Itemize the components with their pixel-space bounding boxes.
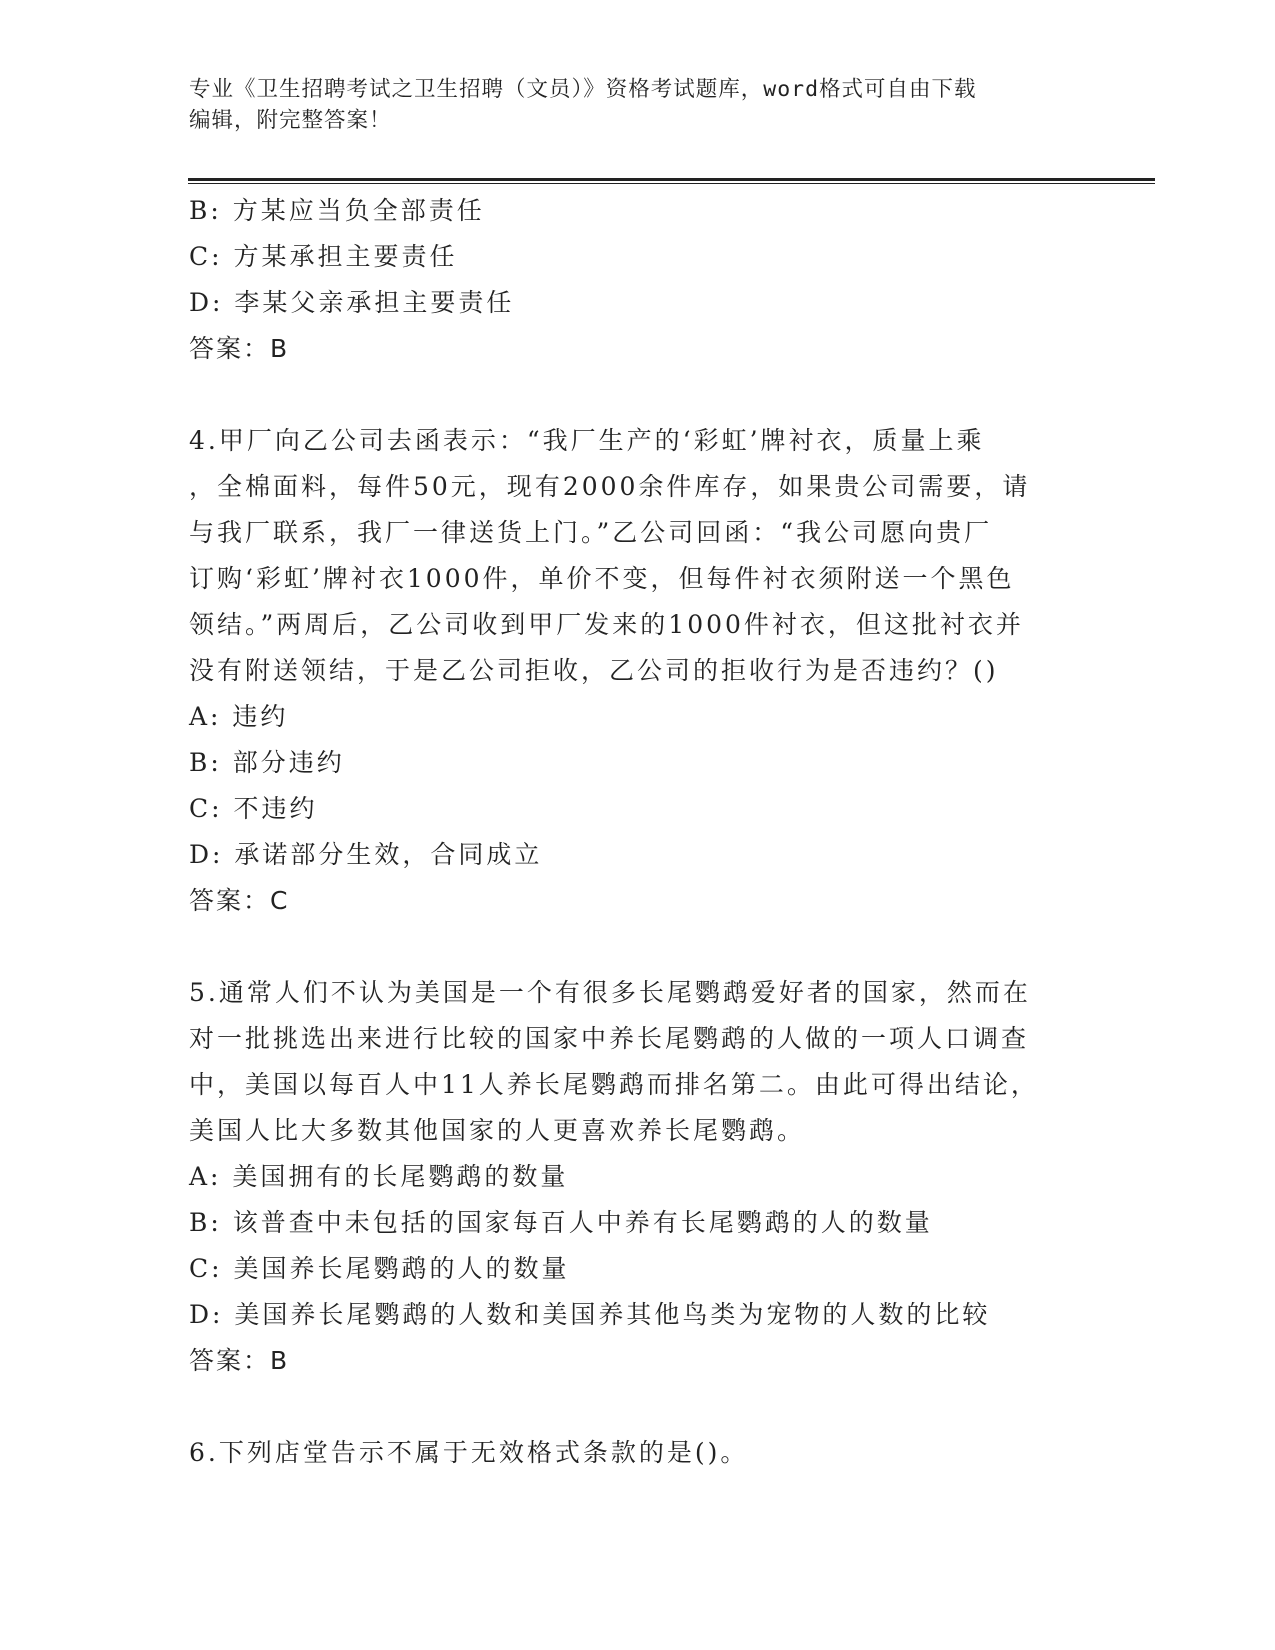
question-text-line: 没有附送领结，于是乙公司拒收，乙公司的拒收行为是否违约？() [189,656,999,685]
option-d: D: 李某父亲承担主要责任 [189,288,515,317]
option-a: A: 美国拥有的长尾鹦鹉的数量 [189,1162,569,1191]
question-text-line: ，全棉面料，每件50元，现有2000余件库存，如果贵公司需要，请 [189,472,1031,501]
option-c: C: 不违约 [189,794,318,823]
option-b: B: 方某应当负全部责任 [189,196,485,225]
answer-line: 答案：B [189,334,290,363]
header-divider-thin [188,183,1155,184]
question-4-block [189,418,1089,924]
question-5-block [189,970,1089,1384]
spacer [189,924,1089,970]
header-line-2: 编辑，附完整答案！ [189,108,392,133]
header-line-1: 专业《卫生招聘考试之卫生招聘（文员）》资格考试题库，word格式可自由下载 [189,77,977,102]
question-6-block [189,1430,1089,1476]
question-text-line: 4.甲厂向乙公司去函表示：“我厂生产的‘彩虹’牌衬衣，质量上乘 [189,426,985,455]
option-d: D: 承诺部分生效，合同成立 [189,840,543,869]
option-b: B: 该普查中未包括的国家每百人中养有长尾鹦鹉的人的数量 [189,1208,933,1237]
spacer [189,1384,1089,1430]
document-header [189,74,1089,136]
question-content [189,188,1089,1476]
header-divider-thick [188,178,1155,181]
question-text-line: 美国人比大多数其他国家的人更喜欢养长尾鹦鹉。 [189,1116,806,1145]
question-text-line: 6.下列店堂告示不属于无效格式条款的是()。 [189,1438,749,1467]
option-a: A: 违约 [189,702,289,731]
answer-line: 答案：C [189,886,290,915]
question-text-line: 领结。”两周后，乙公司收到甲厂发来的1000件衬衣，但这批衬衣并 [189,610,1024,639]
question-text-line: 对一批挑选出来进行比较的国家中养长尾鹦鹉的人做的一项人口调查 [189,1024,1030,1053]
option-d: D: 美国养长尾鹦鹉的人数和美国养其他鸟类为宠物的人数的比较 [189,1300,991,1329]
question-3-block [189,188,1089,372]
option-c: C: 方某承担主要责任 [189,242,458,271]
question-text-line: 订购‘彩虹’牌衬衣1000件，单价不变，但每件衬衣须附送一个黑色 [189,564,1015,593]
question-text-line: 5.通常人们不认为美国是一个有很多长尾鹦鹉爱好者的国家，然而在 [189,978,1031,1007]
spacer [189,372,1089,418]
question-text-line: 中，美国以每百人中11人养长尾鹦鹉而排名第二。由此可得出结论， [189,1070,1039,1099]
question-text-line: 与我厂联系，我厂一律送货上门。”乙公司回函：“我公司愿向贵厂 [189,518,993,547]
option-c: C: 美国养长尾鹦鹉的人的数量 [189,1254,570,1283]
answer-line: 答案：B [189,1346,290,1375]
option-b: B: 部分违约 [189,748,345,777]
